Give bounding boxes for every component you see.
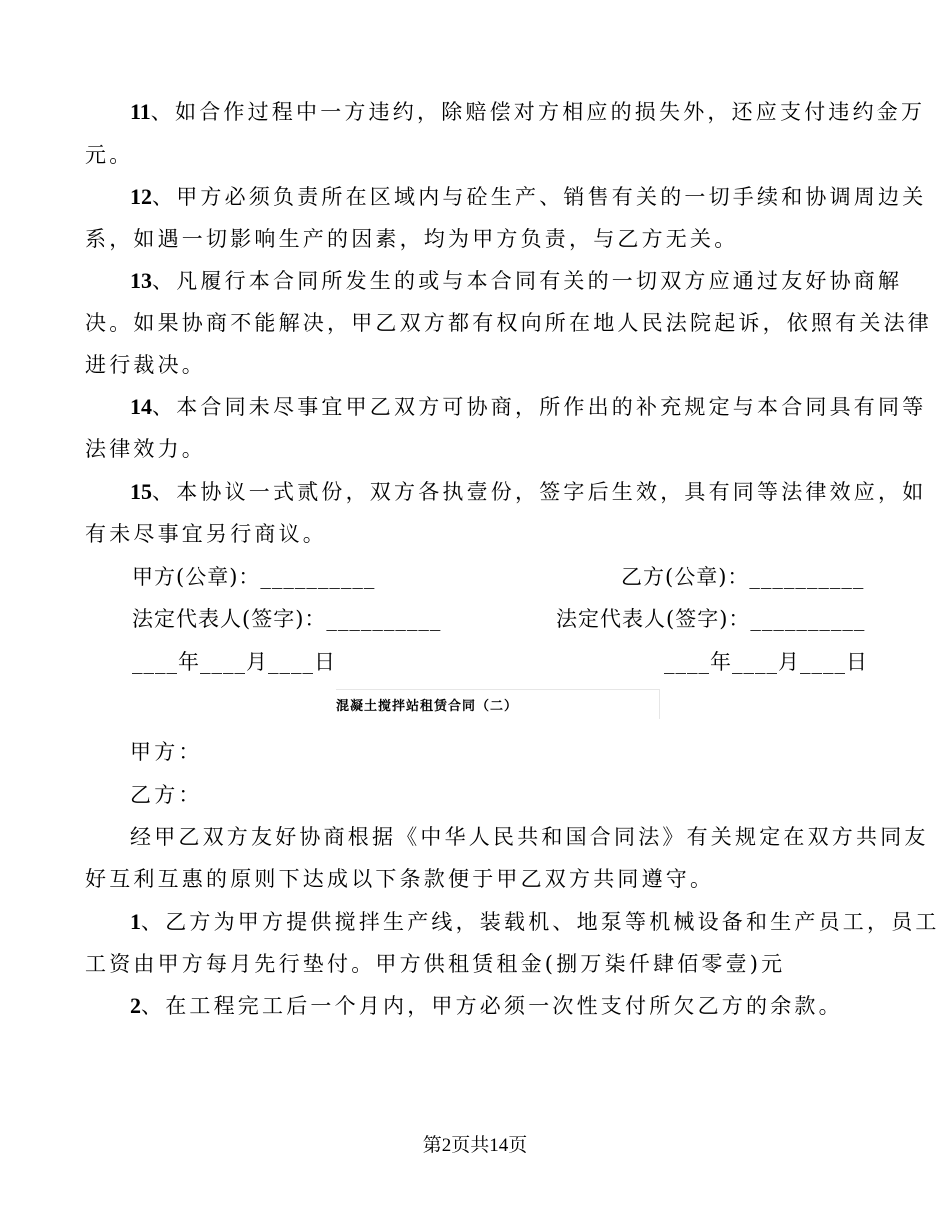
contract-2-clause-2-line-1 bbox=[130, 990, 843, 1020]
party-b-seal-line: 乙方(公章)：__________ bbox=[621, 565, 865, 589]
clause-number: 14 bbox=[130, 394, 152, 419]
clause-text: 、在工程完工后一个月内，甲方必须一次性支付所欠乙方的余款。 bbox=[141, 994, 843, 1018]
clause-14-line-1 bbox=[130, 391, 926, 421]
clause-number: 15 bbox=[130, 479, 152, 504]
clause-text: 、凡履行本合同所发生的或与本合同有关的一切双方应通过友好协商解 bbox=[152, 269, 903, 293]
contract-2-party-b: 乙方： bbox=[130, 783, 203, 807]
party-a-date-line: ____年____月____日 bbox=[132, 650, 336, 674]
clause-14-line-2: 法律效力。 bbox=[85, 437, 206, 461]
page-footer: 第2页共14页 bbox=[422, 1135, 528, 1156]
contract-2-clause-1-line-1 bbox=[130, 906, 940, 936]
party-a-rep-line: 法定代表人(签字)：__________ bbox=[132, 607, 442, 631]
contract-2-intro-line-1: 经甲乙双方友好协商根据《中华人民共和国合同法》有关规定在双方共同友 bbox=[130, 825, 929, 849]
clause-text: 、乙方为甲方提供搅拌生产线，装载机、地泵等机械设备和生产员工，员工 bbox=[141, 910, 940, 934]
clause-12-line-2: 系，如遇一切影响生产的因素，均为甲方负责，与乙方无关。 bbox=[85, 227, 739, 251]
clause-15-line-1 bbox=[130, 476, 926, 506]
clause-number: 13 bbox=[130, 268, 152, 293]
clause-text: 、本合同未尽事宜甲乙双方可协商，所作出的补充规定与本合同具有同等 bbox=[152, 395, 927, 419]
clause-15-line-2: 有未尽事宜另行商议。 bbox=[85, 522, 327, 546]
contract-2-clause-1-line-2: 工资由甲方每月先行垫付。甲方供租赁租金(捌万柒仟肆佰零壹)元 bbox=[85, 952, 786, 976]
clause-11-line-1 bbox=[130, 96, 925, 126]
party-b-date-line: ____年____月____日 bbox=[664, 650, 868, 674]
clause-number: 12 bbox=[130, 184, 152, 209]
clause-number: 1 bbox=[130, 909, 141, 934]
clause-number: 2 bbox=[130, 993, 141, 1018]
clause-13-line-2: 决。如果协商不能解决，甲乙双方都有权向所在地人民法院起诉，依照有关法律 bbox=[85, 311, 932, 335]
clause-13-line-3: 进行裁决。 bbox=[85, 353, 206, 377]
clause-text: 、如合作过程中一方违约，除赔偿对方相应的损失外，还应支付违约金万 bbox=[150, 100, 926, 124]
clause-13-line-1 bbox=[130, 265, 902, 295]
party-a-seal-line: 甲方(公章)：__________ bbox=[132, 565, 376, 589]
clause-text: 、甲方必须负责所在区域内与砼生产、销售有关的一切手续和协调周边关 bbox=[152, 185, 927, 209]
clause-12-line-1 bbox=[130, 181, 926, 211]
party-b-rep-line: 法定代表人(签字)：__________ bbox=[556, 607, 866, 631]
contract-2-party-a: 甲方： bbox=[130, 740, 203, 764]
clause-number: 11 bbox=[130, 99, 151, 124]
contract-2-intro-line-2: 好互利互惠的原则下达成以下条款便于甲乙双方共同遵守。 bbox=[85, 867, 715, 891]
clause-11-line-2: 元。 bbox=[85, 143, 134, 167]
clause-text: 、本协议一式贰份，双方各执壹份，签字后生效，具有同等法律效应，如 bbox=[152, 480, 927, 504]
contract-2-title: 混凝土搅拌站租赁合同（二） bbox=[336, 689, 660, 719]
